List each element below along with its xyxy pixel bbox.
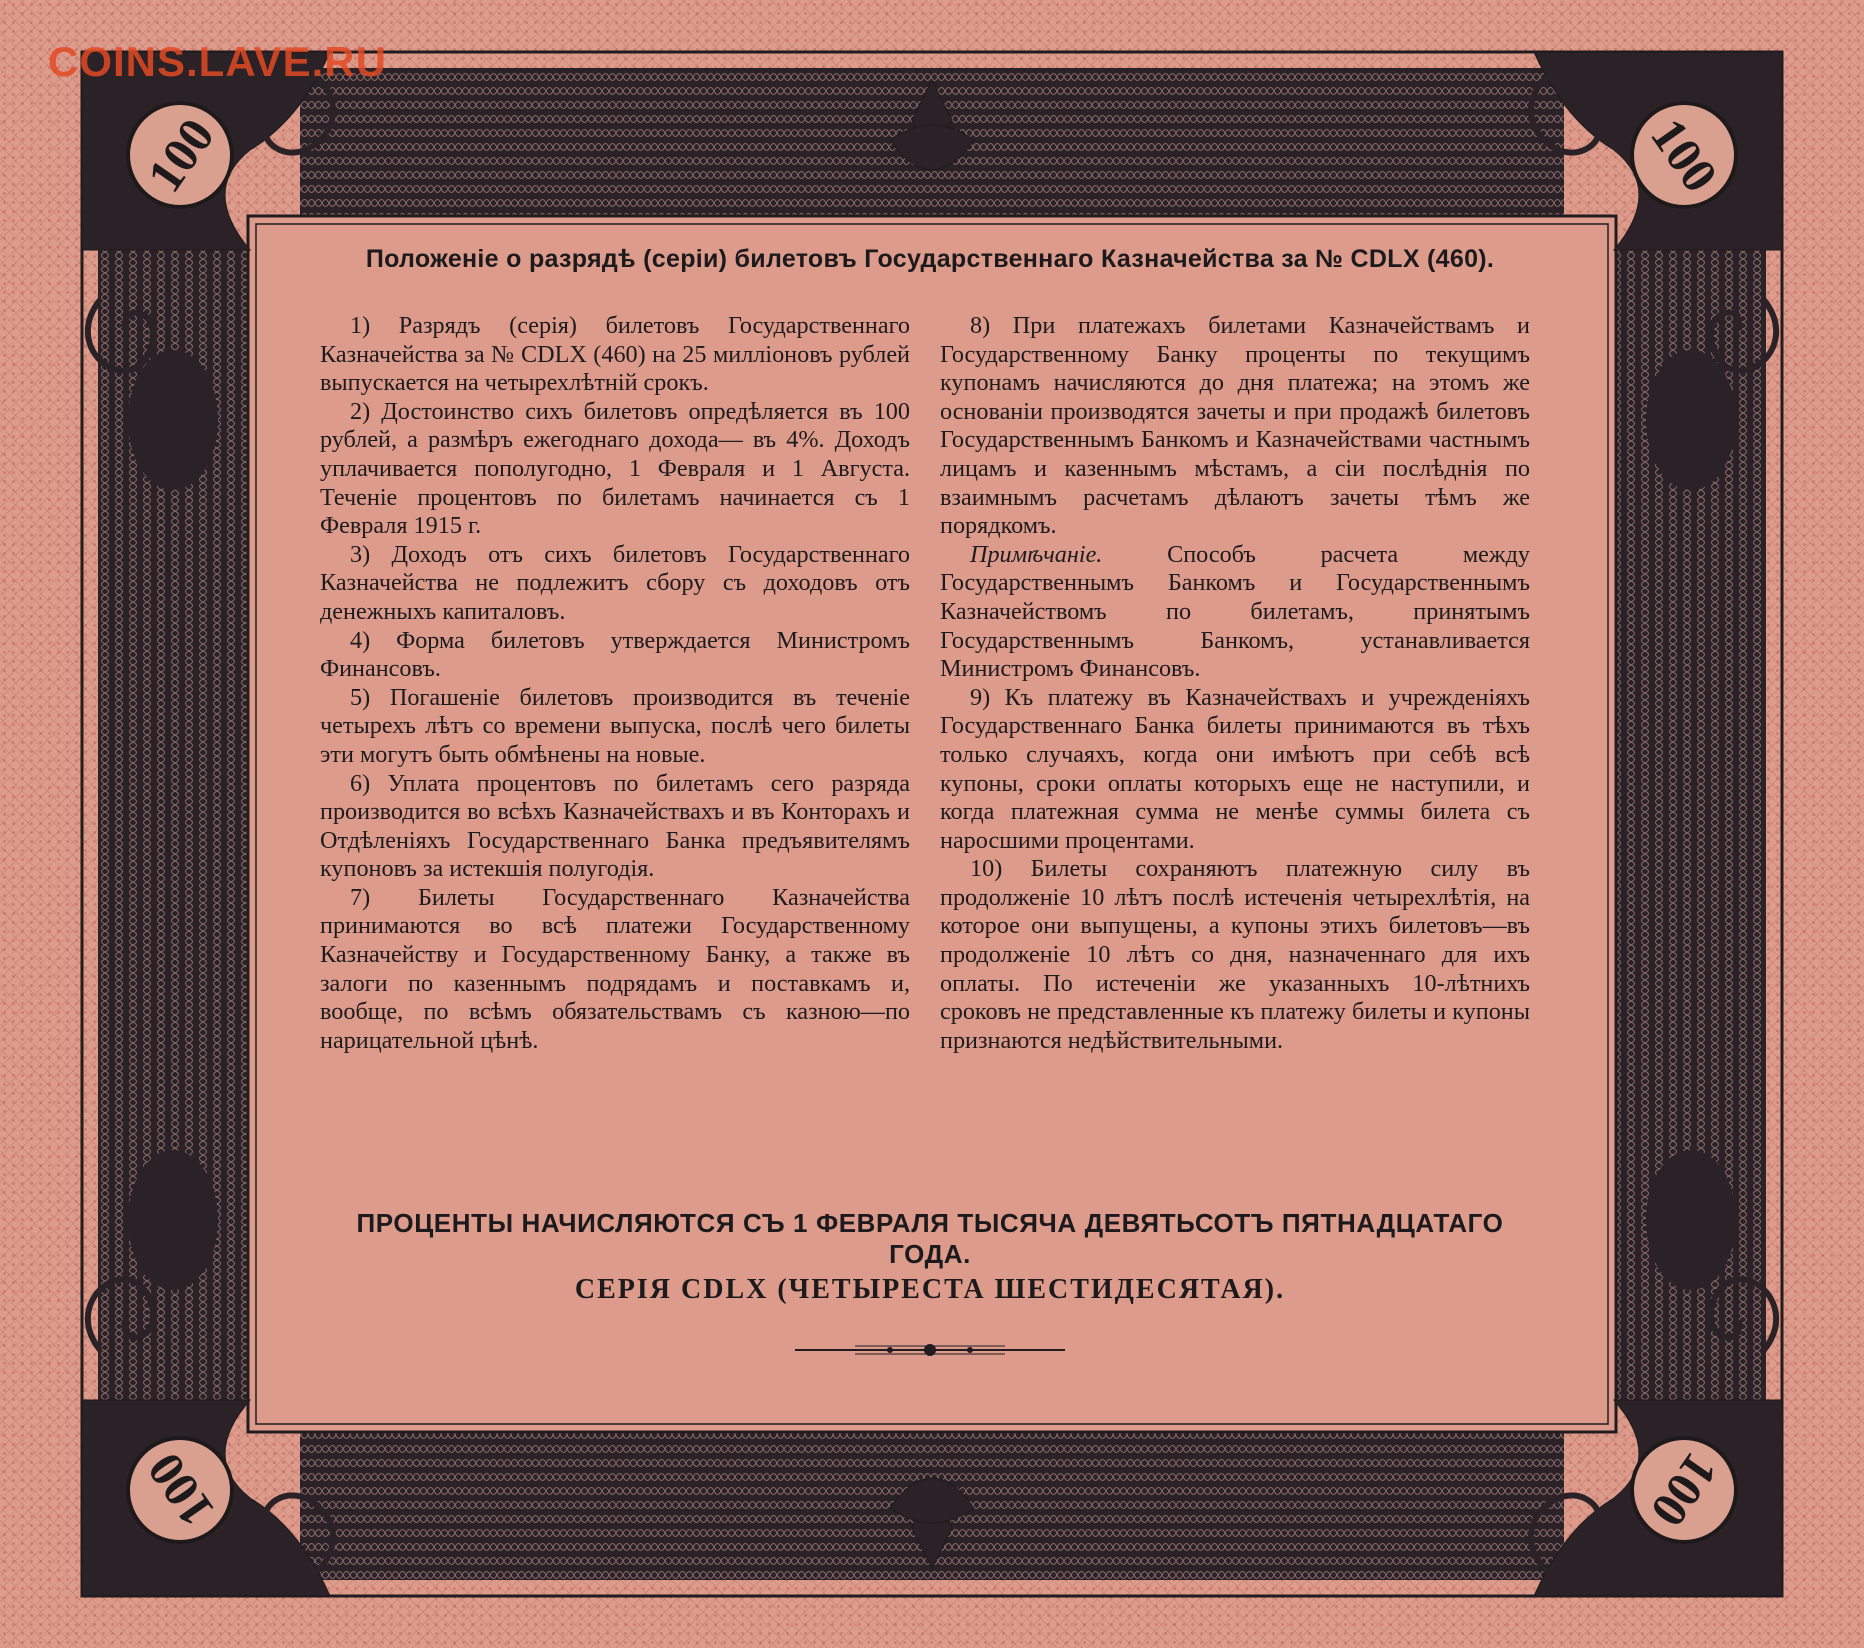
corner-numeral-top-right: 100	[1639, 108, 1729, 202]
clause-2: 2) Достоинство сихъ билетовъ опредѣляется въ 100 рублей, а размѣръ ежегоднаго дохода— въ 4%. Доходъ уплачивается пополугодно, 1 Февраля и 1 Августа. Теченiе процентовъ по билетамъ начинается съ 1 Февраля 1915 г.	[320, 397, 910, 540]
corner-numeral-bottom-right: 100	[1639, 1443, 1729, 1537]
clause-4: 4) Форма билетовъ утверждается Министромъ Финансовъ.	[320, 626, 910, 683]
left-column	[320, 312, 910, 1055]
clause-10: 10) Билеты сохраняютъ платежную силу въ продолженiе 10 лѣтъ послѣ истеченiя четырехлѣтiя, на которое они выпущены, а купоны этихъ билетовъ—въ продолженiе 10 лѣтъ со дня, назначеннаго для ихъ оплаты. По истеченiи же указанныхъ 10-лѣтнихъ сроковъ не представленные къ платежу билеты и купоны признаются недѣйствительными.	[940, 855, 1530, 1054]
clause-8: 8) При платежахъ билетами Казначействамъ и Государственному Банку проценты по текущимъ купонамъ начисляются до дня платежа; на этомъ же основанiи производятся зачеты и при продажѣ билетовъ Государственнымъ Банкомъ и Казначействами частнымъ лицамъ и казеннымъ мѣстамъ, а сiи послѣднiя по взаимнымъ расчетамъ дѣлаютъ зачеты тѣмъ же порядкомъ.	[940, 312, 1530, 540]
clause-1: 1) Разрядъ (серiя) билетовъ Государственнаго Казначейства за № CDLX (460) на 25 миллiоновъ рублей выпускается на четырехлѣтнiй срокъ.	[320, 312, 910, 397]
clause-7: 7) Билеты Государственнаго Казначейства принимаются во всѣ платежи Государственному Казначейству и Государственному Банку, а также въ залоги по казеннымъ подрядамъ и поставкамъ и, вообще, по всѣмъ обязательствамъ съ казною—по нарицательной цѣнѣ.	[320, 883, 910, 1054]
clause-6: 6) Уплата процентовъ по билетамъ сего разряда производится во всѣхъ Казначействахъ и въ Конторахъ и Отдѣленiяхъ Государственнаго Банка предъявителямъ купоновъ за истекшiя полугодiя.	[320, 769, 910, 883]
note-text: Способъ расчета между Государственнымъ Банкомъ и Государственнымъ Казначействомъ по билетамъ, принятымъ Государственнымъ Банкомъ, устанавливается Министромъ Финансовъ.	[940, 540, 1530, 683]
series-statement: СЕРIЯ CDLX (ЧЕТЫРЕСТА ШЕСТИДЕСЯТАЯ).	[574, 1274, 1286, 1305]
note	[940, 541, 1530, 684]
clause-5: 5) Погашенiе билетовъ производится въ теченiе четырехъ лѣтъ со времени выпуска, послѣ чего билеты эти могутъ быть обмѣнены на новые.	[320, 683, 910, 768]
corner-numeral-top-left: 100	[135, 108, 225, 202]
corner-numeral-bottom-left: 100	[135, 1443, 225, 1537]
note-label: Примѣчанiе.	[970, 540, 1103, 568]
watermark: COINS.LAVE.RU	[48, 38, 387, 85]
document-title: Положенiе о разрядѣ (серiи) билетовъ Государственнаго Казначейства за № CDLX (460).	[365, 245, 1495, 273]
clause-9: 9) Къ платежу въ Казначействахъ и учрежденiяхъ Государственнаго Банка билеты принимаются въ тѣхъ только случаяхъ, когда они имѣютъ при себѣ всѣ купоны, сроки оплаты которыхъ еще не наступили, и когда платежная сумма не менѣе суммы билета съ наросшими процентами.	[940, 683, 1530, 854]
right-column	[940, 312, 1530, 1055]
divider-ornament	[795, 1340, 1065, 1360]
clause-3: 3) Доходъ отъ сихъ билетовъ Государственнаго Казначейства не подлежитъ сбору съ доходовъ отъ денежныхъ капиталовъ.	[320, 540, 910, 625]
interest-statement: ПРОЦЕНТЫ НАЧИСЛЯЮТСЯ СЪ 1 ФЕВРАЛЯ ТЫСЯЧА ДЕВЯТЬСОТЪ ПЯТНАДЦАТАГО ГОДА.	[356, 1208, 1504, 1269]
